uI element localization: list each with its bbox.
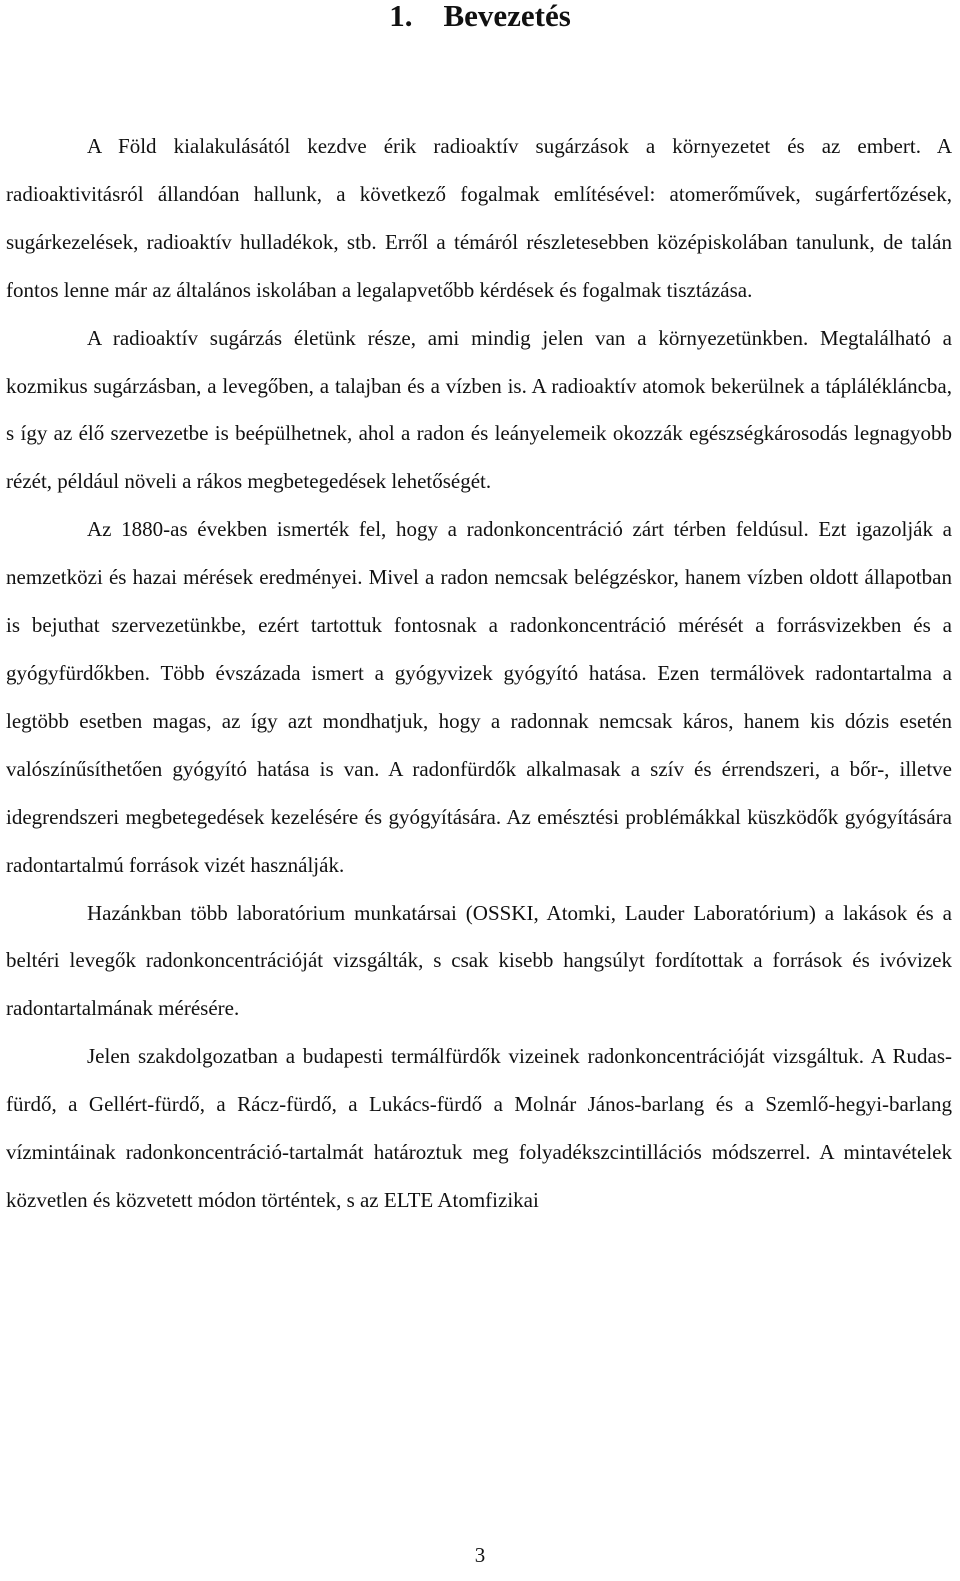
section-number: 1. [389, 0, 413, 33]
paragraph-thesis-scope: Jelen szakdolgozatban a budapesti termálfürdők vizeinek radonkoncentrációját vizsgáltuk. A Rudas-fürdő, a Gellért-fürdő, a Rácz-fürdő, a Lukács-fürdő a Molnár János-barlang és a Szemlő-hegyi-barlang vízmintáinak radonkoncentráció-tartalmát határoztuk meg folyadékszcintillációs módszerrel. A mintavételek közvetlen és közvetett módon történtek, s az ELTE Atomfizikai [6, 1044, 952, 1212]
section-heading [0, 0, 960, 38]
page-number: 3 [474, 1543, 486, 1567]
section-title: Bevezetés [443, 0, 571, 33]
paragraph-laboratories: Hazánkban több laboratórium munkatársai (OSSKI, Atomki, Lauder Laboratórium) a lakások és a beltéri levegők radonkoncentrációját vizsgálták, s csak kisebb hangsúlyt fordítottak a források és ivóvizek radontartalmának mérésére. [6, 900, 952, 1021]
paragraph-intro: A Föld kialakulásától kezdve érik radioaktív sugárzások a környezetet és az embert. A radioaktivitásról állandóan hallunk, a következő fogalmak említésével: atomerőművek, sugárfertőzések, sugárkezelések, radioaktív hulladékok, stb. Erről a témáról részletesebben középiskolában tanulunk, de talán fontos lenne már az általános iskolában a legalapvetőbb kérdések és fogalmak tisztázása. [6, 134, 952, 302]
paragraph-radon-history: Az 1880-as években ismerték fel, hogy a radonkoncentráció zárt térben feldúsul. Ezt igazolják a nemzetközi és hazai mérések eredményei. Mivel a radon nemcsak belégzéskor, hanem vízben oldott állapotban is bejuthat szervezetünkbe, ezért tartottuk fontosnak a radonkoncentráció mérését a forrásvizekben és a gyógyfürdőkben. Több évszázada ismert a gyógyvizek gyógyító hatása. Ezen termálövek radontartalma a legtöbb esetben magas, az így azt mondhatjuk, hogy a radonnak nemcsak káros, hanem kis dózis esetén valószínűsíthetően gyógyító hatása is van. A radonfürdők alkalmasak a szív és érrendszeri, a bőr-, illetve idegrendszeri megbetegedések kezelésére és gyógyítására. Az emésztési problémákkal küszködők gyógyítására radontartalmú források vizét használják. [6, 517, 952, 877]
paragraph-radiation-environment: A radioaktív sugárzás életünk része, ami mindig jelen van a környezetünkben. Megtalálható a kozmikus sugárzásban, a levegőben, a talajban és a vízben is. A radioaktív atomok bekerülnek a táplálékláncba, s így az élő szervezetbe is beépülhetnek, ahol a radon és leányelemeik okozzák egészségkárosodás legnagyobb rézét, például növeli a rákos megbetegedések lehetőségét. [6, 325, 952, 494]
body-text [6, 123, 952, 1225]
